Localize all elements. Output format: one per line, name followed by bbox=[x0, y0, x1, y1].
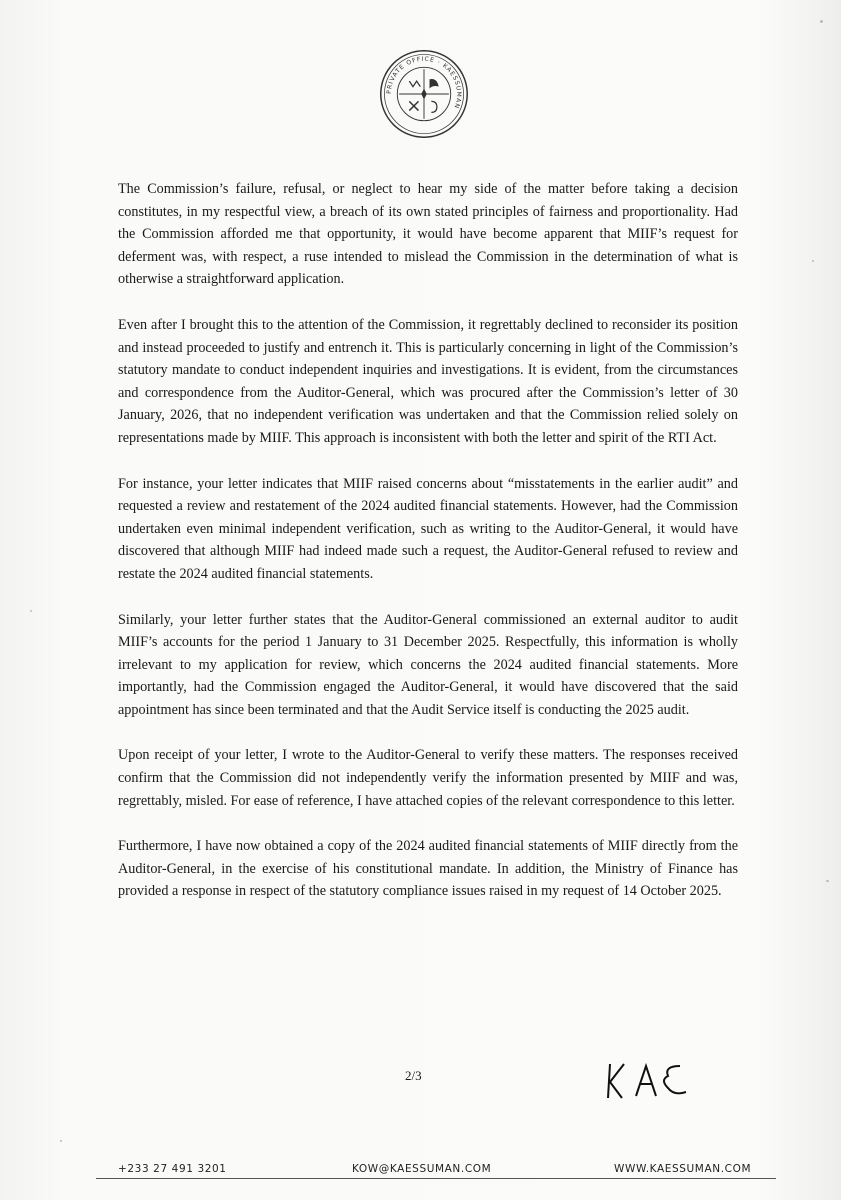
footer-email: KOW@KAESSUMAN.COM bbox=[352, 1163, 492, 1175]
paragraph-5: Upon receipt of your letter, I wrote to the Auditor-General to verify these matters. The responses received confirm that the Commission did not independently verify the information presented by MIIF and was, regrettably, misled. For ease of reference, I have attached copies of the relevant correspondence to this letter. bbox=[118, 747, 738, 809]
scan-speck bbox=[826, 880, 829, 882]
footer-phone: +233 27 491 3201 bbox=[118, 1163, 227, 1175]
letter-body bbox=[118, 178, 738, 926]
seal-text: PRIVATE OFFICE · KAESSUMAN bbox=[385, 55, 463, 110]
scan-speck bbox=[812, 260, 814, 262]
paragraph-4: Similarly, your letter further states that the Auditor-General commissioned an external auditor to audit MIIF’s accounts for the period 1 January to 31 December 2025. Respectfully, this information is wholly irrelevant to my application for review, which concerns the 2024 audited financial statements. More importantly, had the Commission engaged the Auditor-General, it would have discovered that the said appointment has since been terminated and that the Audit Service itself is conducting the 2025 audit. bbox=[118, 611, 738, 718]
scan-speck bbox=[30, 610, 32, 612]
scan-speck bbox=[60, 1140, 62, 1142]
paragraph-1: The Commission’s failure, refusal, or neglect to hear my side of the matter before taking a decision constitutes, in my respectful view, a breach of its own stated principles of fairness and proportionality. Had the Commission afforded me that opportunity, it would have become apparent that MIIF’s request for deferment was, with respect, a ruse intended to mislead the Commission in the determination of what is otherwise a straightforward application. bbox=[118, 181, 738, 288]
scan-speck bbox=[820, 20, 823, 23]
page-number: 2/3 bbox=[405, 1068, 422, 1083]
signature-initials bbox=[602, 1058, 692, 1102]
office-seal-icon bbox=[378, 48, 470, 140]
footer-website: WWW.KAESSUMAN.COM bbox=[614, 1163, 752, 1175]
paragraph-2: Even after I brought this to the attention of the Commission, it regrettably declined to reconsider its position and instead proceeded to justify and entrench it. This is particularly concerning in light of the Commission’s statutory mandate to conduct independent inquiries and investigations. It is evident, from the circumstances and correspondence from the Auditor-General, which was procured after the Commission’s letter of 30 January, 2026, that no independent verification was undertaken and that the Commission relied solely on representations made by MIIF. This approach is inconsistent with both the letter and spirit of the RTI Act. bbox=[118, 316, 738, 446]
footer-divider bbox=[96, 1178, 776, 1179]
paragraph-6: Furthermore, I have now obtained a copy of the 2024 audited financial statements of MIIF directly from the Auditor-General, in the exercise of his constitutional mandate. In addition, the Ministry of Finance has provided a response in respect of the statutory compliance issues raised in my request of 14 October 2025. bbox=[118, 838, 738, 900]
letter-footer bbox=[0, 1163, 841, 1183]
paragraph-3: For instance, your letter indicates that MIIF raised concerns about “misstatements in the earlier audit” and requested a review and restatement of the 2024 audited financial statements. However, had the Commission undertaken even minimal independent verification, such as writing to the Auditor-General, it would have discovered that although MIIF had indeed made such a request, the Auditor-General refused to review and restate the 2024 audited financial statements. bbox=[118, 475, 738, 582]
